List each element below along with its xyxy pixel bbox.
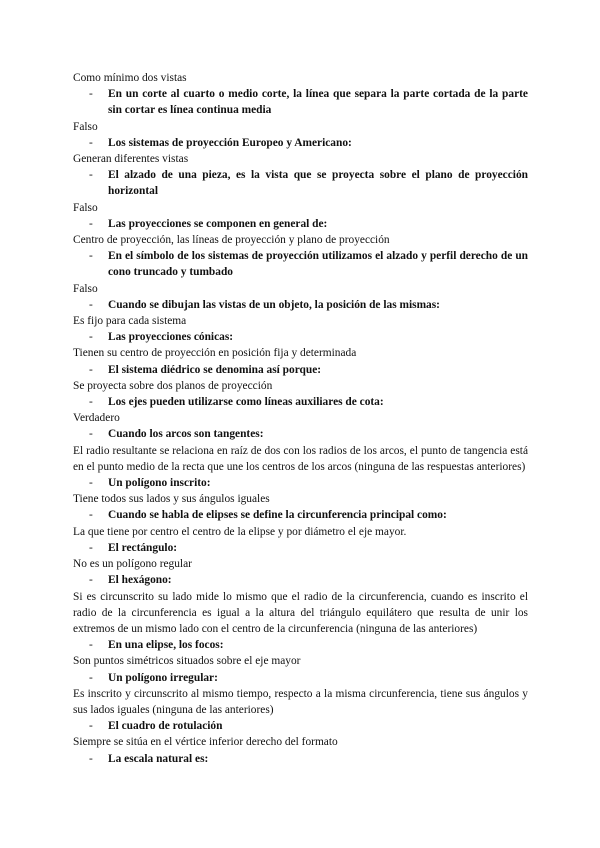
answer <box>73 151 528 167</box>
question-text: Cuando los arcos son tangentes: <box>108 428 264 441</box>
question <box>73 86 528 118</box>
answer <box>73 556 528 572</box>
question-text: Cuando se habla de elipses se define la circunferencia principal como: <box>108 509 447 522</box>
list-bullet: - <box>89 509 93 522</box>
answer <box>73 443 528 475</box>
answer <box>73 281 528 297</box>
question-text: Las proyecciones se componen en general de: <box>108 217 328 230</box>
question <box>73 248 528 280</box>
list-bullet: - <box>89 428 93 441</box>
answer <box>73 313 528 329</box>
question <box>73 297 528 313</box>
answer <box>73 232 528 248</box>
answer-text: El radio resultante se relaciona en raíz de dos con los radios de los arcos, el punto de tangencia está en el punto medio de la recta que une los centros de los arcos (ninguna de las respuestas anteriores) <box>73 444 528 473</box>
qa-list <box>73 70 528 767</box>
question-text: Un polígono inscrito: <box>108 477 211 490</box>
question-text: El alzado de una pieza, es la vista que se proyecta sobre el plano de proyección horizontal <box>108 169 528 198</box>
question-text: En un corte al cuarto o medio corte, la línea que separa la parte cortada de la parte sin cortar es línea continua media <box>108 88 528 117</box>
question <box>73 329 528 345</box>
answer <box>73 378 528 394</box>
answer-text: Siempre se sitúa en el vértice inferior derecho del formato <box>73 736 338 749</box>
question <box>73 507 528 523</box>
list-bullet: - <box>89 639 93 652</box>
question-text: En el símbolo de los sistemas de proyección utilizamos el alzado y perfil derecho de un cono truncado y tumbado <box>108 250 528 279</box>
list-bullet: - <box>89 250 93 263</box>
answer-text: Como mínimo dos vistas <box>73 72 187 84</box>
question-text: El hexágono: <box>108 574 172 587</box>
list-bullet: - <box>89 396 93 409</box>
answer <box>73 653 528 669</box>
answer-text: Es fijo para cada sistema <box>73 315 187 328</box>
answer <box>73 686 528 718</box>
question-text: En una elipse, los focos: <box>108 639 224 652</box>
list-bullet: - <box>89 298 93 311</box>
question-text: La escala natural es: <box>108 752 209 765</box>
list-bullet: - <box>89 136 93 149</box>
question <box>73 426 528 442</box>
answer <box>73 70 528 86</box>
list-bullet: - <box>89 169 93 182</box>
list-bullet: - <box>89 477 93 490</box>
question <box>73 394 528 410</box>
list-bullet: - <box>89 88 93 101</box>
answer <box>73 200 528 216</box>
list-bullet: - <box>89 720 93 733</box>
list-bullet: - <box>89 671 93 684</box>
answer-text: Es inscrito y circunscrito al mismo tiempo, respecto a la misma circunferencia, tiene sus ángulos y sus lados iguales (ninguna de las anteriores) <box>73 687 528 716</box>
question <box>73 362 528 378</box>
question-text: Los ejes pueden utilizarse como líneas auxiliares de cota: <box>108 396 384 409</box>
question <box>73 637 528 653</box>
question <box>73 135 528 151</box>
question <box>73 167 528 199</box>
answer <box>73 734 528 750</box>
answer <box>73 491 528 507</box>
list-bullet: - <box>89 541 93 554</box>
answer-text: Falso <box>73 201 98 214</box>
question <box>73 751 528 767</box>
answer-text: Falso <box>73 120 98 133</box>
question-text: El cuadro de rotulación <box>108 720 223 733</box>
list-bullet: - <box>89 331 93 344</box>
question-text: Los sistemas de proyección Europeo y Americano: <box>108 136 352 149</box>
answer-text: Son puntos simétricos situados sobre el eje mayor <box>73 655 301 668</box>
question-text: Las proyecciones cónicas: <box>108 331 234 344</box>
answer <box>73 524 528 540</box>
answer-text: Verdadero <box>73 412 120 425</box>
answer <box>73 119 528 135</box>
answer-text: Generan diferentes vistas <box>73 153 189 166</box>
answer-text: Tiene todos sus lados y sus ángulos iguales <box>73 493 270 506</box>
answer-text: La que tiene por centro el centro de la elipse y por diámetro el eje mayor. <box>73 525 407 538</box>
answer-text: Centro de proyección, las líneas de proyección y plano de proyección <box>73 234 390 247</box>
list-bullet: - <box>89 574 93 587</box>
question <box>73 475 528 491</box>
question <box>73 216 528 232</box>
answer <box>73 589 528 638</box>
question <box>73 572 528 588</box>
question <box>73 540 528 556</box>
answer-text: Se proyecta sobre dos planos de proyección <box>73 379 273 392</box>
question-text: Un polígono irregular: <box>108 671 218 684</box>
question <box>73 718 528 734</box>
answer <box>73 410 528 426</box>
answer-text: Si es circunscrito su lado mide lo mismo que el radio de la circunferencia, cuando es inscrito el radio de la circunferencia es igual a la altura del triángulo equilátero que resulta de unir los extremos de un mismo lado con el centro de la circunferencia (ninguna de las anteriores) <box>73 590 528 635</box>
answer-text: Falso <box>73 282 98 295</box>
question-text: El sistema diédrico se denomina así porque: <box>108 363 322 376</box>
question <box>73 670 528 686</box>
question-text: Cuando se dibujan las vistas de un objeto, la posición de las mismas: <box>108 298 440 311</box>
list-bullet: - <box>89 363 93 376</box>
answer-text: Tienen su centro de proyección en posición fija y determinada <box>73 347 357 360</box>
answer-text: No es un polígono regular <box>73 558 192 571</box>
answer <box>73 345 528 361</box>
list-bullet: - <box>89 752 93 765</box>
question-text: El rectángulo: <box>108 541 178 554</box>
list-bullet: - <box>89 217 93 230</box>
